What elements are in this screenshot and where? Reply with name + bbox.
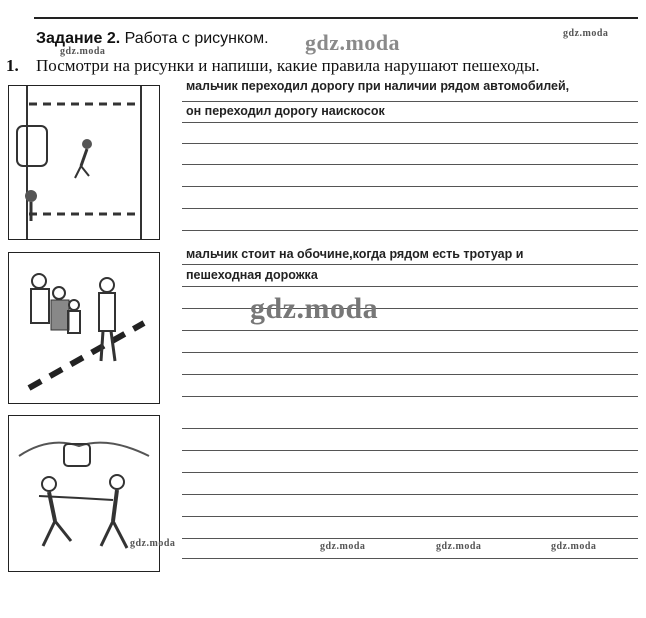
answer-line [182,230,638,231]
watermark-center: gdz.moda [250,292,379,325]
watermark-bottom-4: gdz.moda [551,541,597,552]
answer-line [182,472,638,473]
answer-line [182,374,638,375]
question-number: 1. [6,56,19,75]
answer-line [182,208,638,209]
picture-roadside [8,252,160,404]
watermark-bottom-2: gdz.moda [320,541,366,552]
roadside-illustration [9,253,159,403]
answer-line [182,122,638,123]
top-rule [34,17,638,19]
answer-line [182,101,638,102]
answer-1-line-2: он переходил дорогу наискосок [186,104,385,118]
answer-line [182,516,638,517]
crossing-illustration [9,86,159,239]
watermark-bottom-3: gdz.moda [436,541,482,552]
watermark-small-right: gdz.moda [563,28,609,39]
answer-2-line-1: мальчик стоит на обочине,когда рядом есть тротуар и [186,247,524,261]
picture-crossing [8,85,160,240]
answer-1-line-1: мальчик переходил дорогу при наличии рядом автомобилей, [186,79,570,93]
answer-line [182,264,638,265]
watermark-top: gdz.moda [305,30,401,55]
task-label: Задание 2. [36,30,121,47]
answer-line [182,286,638,287]
answer-line [182,428,638,429]
answer-line [182,186,638,187]
answer-line [182,352,638,353]
answer-line [182,396,638,397]
watermark-bottom-1: gdz.moda [130,538,176,549]
watermark-small-left: gdz.moda [60,46,106,57]
answer-line [182,143,638,144]
question-text: Посмотри на рисунки и напиши, какие правила нарушают пешеходы. [36,56,540,75]
answer-line [182,538,638,539]
answer-2-line-2: пешеходная дорожка [186,268,318,282]
answer-line [182,330,638,331]
answer-line [182,450,638,451]
task-title: Работа с рисунком. [124,30,269,47]
answer-line [182,558,638,559]
answer-line [182,494,638,495]
answer-line [182,164,638,165]
